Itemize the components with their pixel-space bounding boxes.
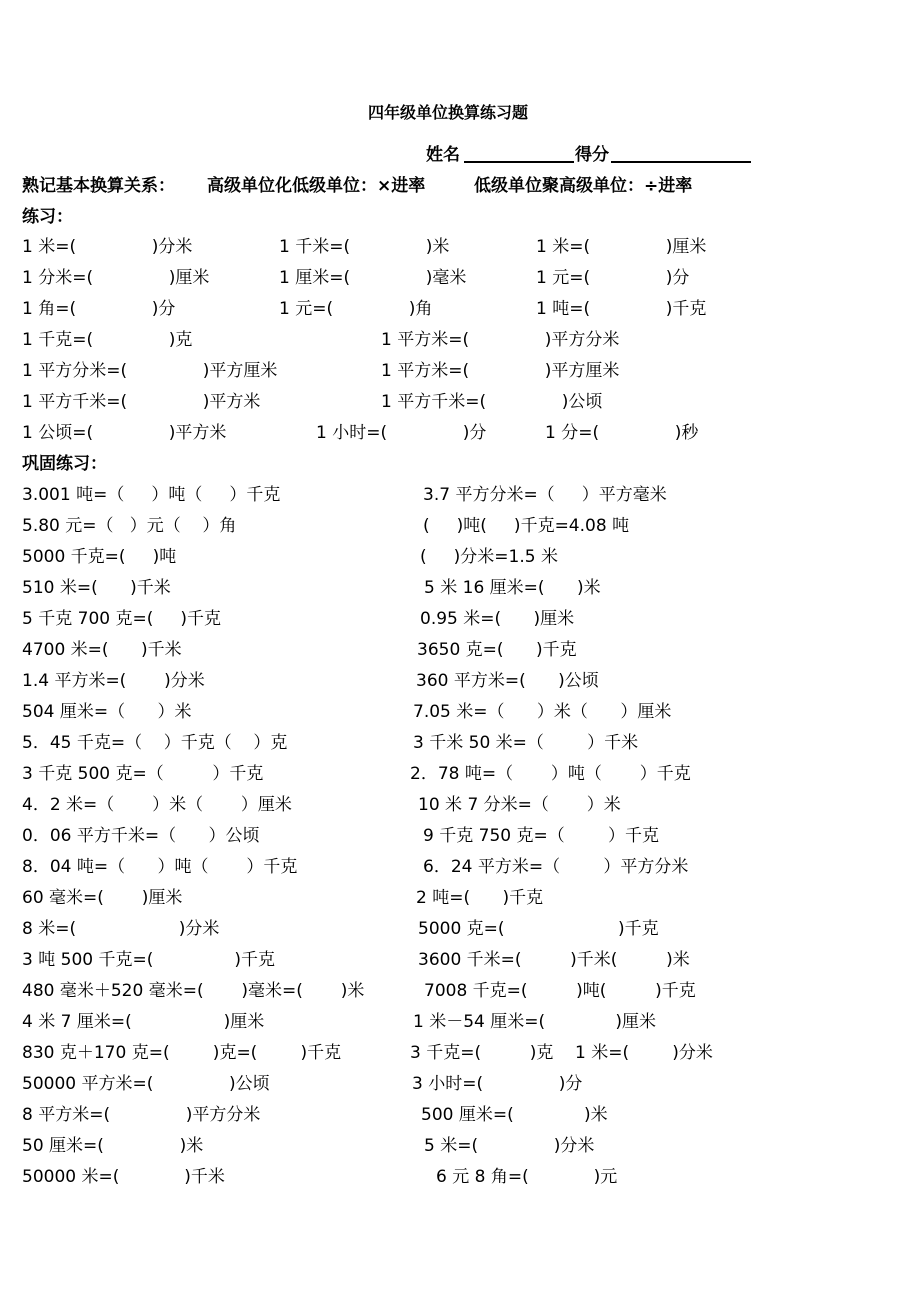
consolidate-item: 50 厘米=( )米	[22, 1136, 204, 1156]
practice-item: 1 平方米=( )平方分米	[381, 330, 620, 350]
consolidate-item: 3 千克=( )克 1 米=( )分米	[410, 1043, 713, 1063]
practice-item: 1 米=( )厘米	[536, 237, 707, 257]
name-label: 姓名	[426, 145, 460, 165]
consolidate-item: ( )分米=1.5 米	[420, 547, 558, 567]
practice-item: 1 元=( )角	[279, 299, 433, 319]
consolidate-item: 4．2 米=（ ）米（ ）厘米	[22, 795, 292, 815]
consolidate-item: 0.95 米=( )厘米	[420, 609, 575, 629]
relation-label: 熟记基本换算关系：	[22, 176, 175, 196]
practice-item: 1 角=( )分	[22, 299, 176, 319]
practice-item: 1 千米=( )米	[279, 237, 450, 257]
consolidate-item: 3 小时=( )分	[412, 1074, 583, 1094]
consolidate-item: 5．45 千克=（ ）千克（ ）克	[22, 733, 288, 753]
consolidate-item: 7.05 米=（ ）米（ ）厘米	[413, 702, 672, 722]
consolidate-item: 1 米－54 厘米=( )厘米	[413, 1012, 657, 1032]
score-blank[interactable]	[611, 161, 751, 163]
consolidate-item: 60 毫米=( )厘米	[22, 888, 183, 908]
practice-item: 1 千克=( )克	[22, 330, 193, 350]
low-to-high-rule: 低级单位聚高级单位：÷进率	[474, 176, 693, 196]
consolidate-item: 10 米 7 分米=（ ）米	[418, 795, 621, 815]
consolidate-item: 3 千米 50 米=（ ）千米	[413, 733, 639, 753]
practice-item: 1 公顷=( )平方米	[22, 423, 227, 443]
score-label: 得分	[575, 145, 609, 165]
consolidate-item: 480 毫米＋520 毫米=( )毫米=( )米	[22, 981, 365, 1001]
consolidate-item: 3650 克=( )千克	[417, 640, 577, 660]
high-to-low-rule: 高级单位化低级单位：×进率	[207, 176, 426, 196]
consolidate-item: 4700 米=( )千米	[22, 640, 182, 660]
practice-label: 练习：	[22, 207, 73, 227]
consolidate-item: 360 平方米=( )公顷	[416, 671, 599, 691]
practice-item: 1 分米=( )厘米	[22, 268, 210, 288]
consolidate-item: 1.4 平方米=( )分米	[22, 671, 205, 691]
consolidate-item: 50000 米=( )千米	[22, 1167, 225, 1187]
consolidate-item: 3.7 平方分米=（ ）平方毫米	[423, 485, 667, 505]
consolidate-item: 9 千克 750 克=（ ）千克	[423, 826, 659, 846]
practice-item: 1 吨=( )千克	[536, 299, 707, 319]
practice-item: 1 元=( )分	[536, 268, 690, 288]
consolidate-item: 3 吨 500 千克=( )千克	[22, 950, 276, 970]
consolidate-item: 6 元 8 角=( )元	[436, 1167, 618, 1187]
consolidate-item: 8 米=( )分米	[22, 919, 220, 939]
consolidate-item: 8．04 吨=（ ）吨（ ）千克	[22, 857, 298, 877]
practice-item: 1 平方千米=( )平方米	[22, 392, 261, 412]
consolidate-item: 5000 千克=( )吨	[22, 547, 177, 567]
practice-item: 1 平方分米=( )平方厘米	[22, 361, 278, 381]
name-blank[interactable]	[464, 161, 574, 163]
consolidate-item: 3 千克 500 克=（ ）千克	[22, 764, 264, 784]
consolidate-item: 500 厘米=( )米	[421, 1105, 608, 1125]
consolidate-item: 3.001 吨=（ ）吨（ ）千克	[22, 485, 281, 505]
consolidate-item: 3600 千米=( )千米( )米	[418, 950, 690, 970]
practice-item: 1 平方千米=( )公顷	[381, 392, 603, 412]
consolidate-item: 0．06 平方千米=（ ）公顷	[22, 826, 260, 846]
consolidate-item: 6．24 平方米=（ ）平方分米	[423, 857, 689, 877]
consolidate-label: 巩固练习：	[22, 454, 107, 474]
consolidate-item: 50000 平方米=( )公顷	[22, 1074, 270, 1094]
consolidate-item: 5 米=( )分米	[424, 1136, 595, 1156]
consolidate-item: 5 千克 700 克=( )千克	[22, 609, 222, 629]
practice-item: 1 米=( )分米	[22, 237, 193, 257]
consolidate-item: 7008 千克=( )吨( )千克	[424, 981, 696, 1001]
consolidate-item: ( )吨( )千克=4.08 吨	[423, 516, 630, 536]
consolidate-item: 5 米 16 厘米=( )米	[424, 578, 601, 598]
consolidate-item: 830 克＋170 克=( )克=( )千克	[22, 1043, 342, 1063]
practice-item: 1 小时=( )分	[316, 423, 487, 443]
practice-item: 1 平方米=( )平方厘米	[381, 361, 620, 381]
consolidate-item: 5000 克=( )千克	[418, 919, 659, 939]
practice-item: 1 分=( )秒	[545, 423, 699, 443]
consolidate-item: 504 厘米=（ ）米	[22, 702, 192, 722]
consolidate-item: 8 平方米=( )平方分米	[22, 1105, 261, 1125]
consolidate-item: 5.80 元=（ ）元（ ）角	[22, 516, 237, 536]
consolidate-item: 4 米 7 厘米=( )厘米	[22, 1012, 265, 1032]
practice-item: 1 厘米=( )毫米	[279, 268, 467, 288]
consolidate-item: 510 米=( )千米	[22, 578, 171, 598]
consolidate-item: 2 吨=( )千克	[416, 888, 544, 908]
consolidate-item: 2．78 吨=（ ）吨（ ）千克	[410, 764, 691, 784]
page-title: 四年级单位换算练习题	[368, 103, 529, 122]
